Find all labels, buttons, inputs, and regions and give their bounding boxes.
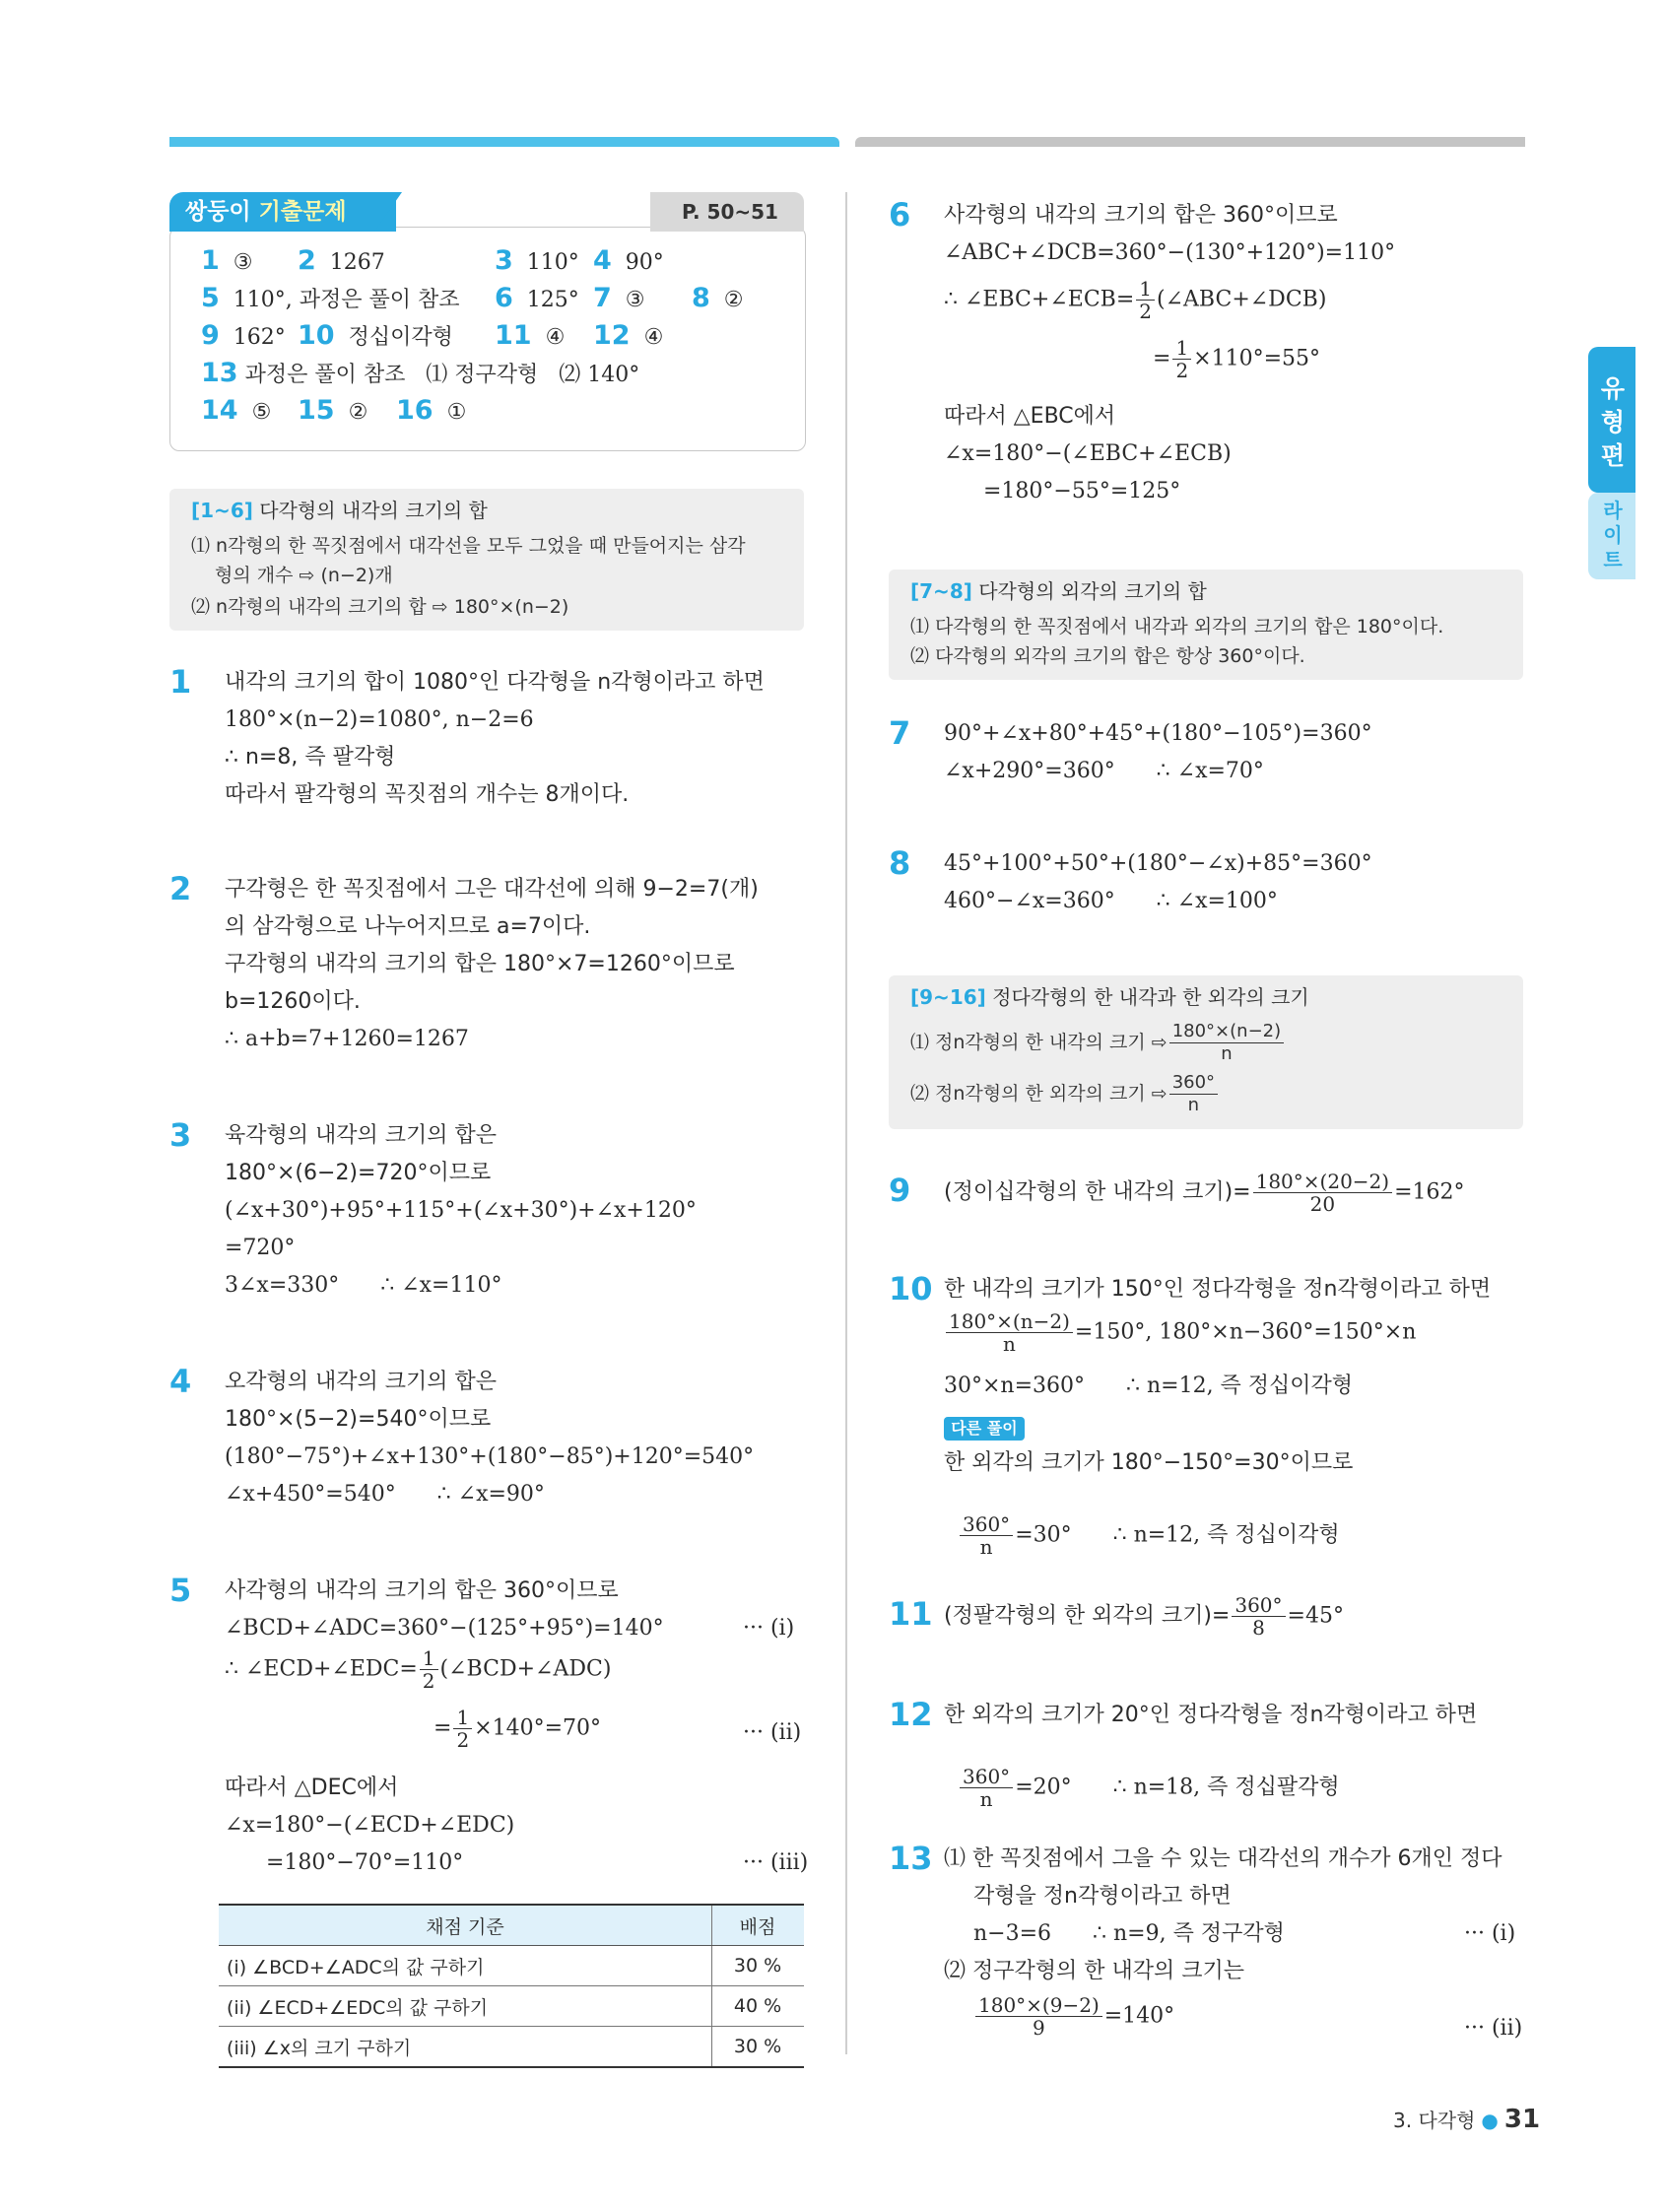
solution-line: 사각형의 내각의 크기의 합은 360°이므로 [944, 203, 1338, 228]
solution-line: $\frac{360^\circ}{n}$ =30° ∴ n=12, 즉 정십이각형 [944, 1484, 1340, 1558]
solution-line: 45°+100°+50°+(180°−∠x)+85°=360° [944, 851, 1372, 876]
fraction: $\frac{180^\circ\times(20-2)}{20}$ [1253, 1171, 1392, 1215]
solution-line: 30°×n=360° ∴ n=12, 즉 정십이각형 [944, 1374, 1354, 1398]
solution-line: ∠BCD+∠ADC=360°−(125°+95°)=140° [225, 1616, 664, 1641]
step-tag: ··· (i) [1464, 1921, 1516, 1946]
solution-line: 따라서 △EBC에서 [944, 404, 1116, 429]
solution-line: 육각형의 내각의 크기의 합은 [225, 1123, 498, 1148]
question-number: 13 [889, 1840, 933, 1877]
question-number: 12 [889, 1696, 933, 1733]
solution-line: (180°−75°)+∠x+130°+(180°−85°)+120°=540° [225, 1444, 755, 1469]
solution-line: (정팔각형의 한 외각의 크기)= $\frac{360^\circ}{8}$ =45° [944, 1593, 1344, 1640]
solution-line: 따라서 팔각형의 꼭짓점의 개수는 8개이다. [225, 782, 630, 807]
concept-line: ⑴ n각형의 한 꼭짓점에서 대각선을 모두 그었을 때 만들어지는 삼각 [191, 535, 746, 557]
solution-line: 각형을 정n각형이라고 하면 [973, 1884, 1232, 1909]
concept-line: ⑴ 정n각형의 한 내각의 크기 ⇨ $\frac{180^\circ\times(n-2)}{n}$ [910, 1021, 1286, 1065]
page-number: 31 [1503, 2105, 1541, 2134]
concept-line: ⑵ 정n각형의 한 외각의 크기 ⇨ $\frac{360^\circ}{n}$ [910, 1072, 1220, 1116]
solution-line: ⑵ 정구각형의 한 내각의 크기는 [944, 1959, 1244, 1983]
solution-line: 180°×(5−2)=540°이므로 [225, 1407, 492, 1432]
score-table [219, 1904, 804, 2068]
solution-line: $\frac{180^\circ\times(9-2)}{9}$ =140° [973, 1994, 1174, 2039]
concept-heading: [1~6] 다각형의 내각의 크기의 합 [191, 499, 488, 522]
question-number: 3 [169, 1116, 192, 1154]
table-row [219, 2027, 804, 2068]
solution-line: ∴ n=8, 즉 팔각형 [225, 745, 396, 770]
fraction: $\frac{360^\circ}{n}$ [1169, 1072, 1218, 1116]
fraction: $\frac{180^\circ\times(9-2)}{9}$ [975, 1994, 1102, 2039]
side-tab-sub-label: 라 이 트 [1603, 499, 1623, 571]
concept-line: ⑴ 다각형의 한 꼭짓점에서 내각과 외각의 크기의 합은 180°이다. [910, 616, 1444, 637]
chapter-label: 3. 다각형 [1393, 2109, 1476, 2132]
top-bar-blue [169, 137, 839, 147]
solution-line: $\frac{180^\circ\times(n-2)}{n}$ =150°, 180°×n−360°=150°×n [944, 1310, 1416, 1355]
solution-line: 의 삼각형으로 나누어지므로 a=7이다. [225, 914, 591, 939]
fraction: $\frac{360^\circ}{8}$ [1232, 1594, 1285, 1639]
fraction: $\frac{180^\circ\times(n-2)}{n}$ [1169, 1021, 1284, 1065]
answer-box-tab-slant [374, 192, 402, 232]
solution-line: b=1260이다. [225, 989, 361, 1014]
solution-line: ∠x+290°=360° ∴ ∠x=70° [944, 759, 1264, 783]
bullet-icon: ● [1481, 2109, 1499, 2132]
solution-line: 한 내각의 크기가 150°인 정다각형을 정n각형이라고 하면 [944, 1277, 1492, 1302]
table-cell: 40 % [712, 1986, 805, 2027]
column-divider [845, 192, 847, 2054]
solution-line: =180°−70°=110° [266, 1850, 464, 1875]
solution-line: (∠x+30°)+95°+115°+(∠x+30°)+∠x+120° [225, 1198, 697, 1223]
fraction: $\frac{1}{2}$ [1136, 278, 1155, 322]
step-tag: ··· (i) [743, 1616, 795, 1641]
question-number: 6 [889, 196, 911, 234]
question-number: 10 [889, 1270, 933, 1307]
question-number: 1 [169, 663, 192, 701]
alt-solution-badge: 다른 풀이 [944, 1417, 1025, 1441]
solution-line: 180°×(n−2)=1080°, n−2=6 [225, 707, 534, 732]
top-bar-gray [855, 137, 1525, 147]
concept-line: ⑵ n각형의 내각의 크기의 합 ⇨ 180°×(n−2) [191, 596, 569, 618]
fraction: $\frac{1}{2}$ [420, 1647, 438, 1692]
question-number: 9 [889, 1172, 911, 1209]
table-row [219, 1946, 804, 1986]
solution-line: = $\frac{1}{2}$ ×110°=55° [1153, 336, 1321, 382]
solution-line: 한 외각의 크기가 20°인 정다각형을 정n각형이라고 하면 [944, 1703, 1478, 1727]
step-tag: ··· (ii) [743, 1720, 802, 1745]
solution-line: (정이십각형의 한 내각의 크기)= $\frac{180^\circ\times(20-2)}{20}$ =162° [944, 1170, 1465, 1216]
solution-line: ∠x+450°=540° ∴ ∠x=90° [225, 1482, 545, 1507]
page-ref: P. 50~51 [682, 200, 778, 224]
table-header: 배점 [712, 1905, 805, 1946]
solution-line: 따라서 △DEC에서 [225, 1776, 399, 1800]
table-row [219, 1986, 804, 2027]
solution-line: 3∠x=330° ∴ ∠x=110° [225, 1273, 502, 1298]
solution-line: =180°−55°=125° [983, 479, 1181, 503]
solution-line: 460°−∠x=360° ∴ ∠x=100° [944, 889, 1278, 913]
concept-heading: [9~16] 정다각형의 한 내각과 한 외각의 크기 [910, 985, 1309, 1009]
fraction: $\frac{360^\circ}{n}$ [960, 1766, 1013, 1810]
concept-heading: [7~8] 다각형의 외각의 크기의 합 [910, 579, 1207, 603]
question-number: 2 [169, 870, 192, 907]
table-cell: 30 % [712, 1946, 805, 1986]
solution-line: 한 외각의 크기가 180°−150°=30°이므로 [944, 1450, 1354, 1475]
table-cell: (iii) ∠x의 크기 구하기 [219, 2027, 712, 2068]
fraction: $\frac{360^\circ}{n}$ [960, 1513, 1013, 1558]
table-header-row [219, 1905, 804, 1946]
concept-line: 형의 개수 ⇨ (n−2)개 [215, 565, 393, 586]
table-header: 채점 기준 [219, 1905, 712, 1946]
solution-line: 구각형은 한 꼭짓점에서 그은 대각선에 의해 9−2=7(개) [225, 877, 759, 902]
solution-line: = $\frac{1}{2}$ ×140°=70° [434, 1706, 602, 1752]
solution-line: n−3=6 ∴ n=9, 즉 정구각형 [973, 1921, 1285, 1946]
solution-line: 90°+∠x+80°+45°+(180°−105°)=360° [944, 721, 1372, 746]
step-tag: ··· (iii) [743, 1850, 809, 1875]
fraction: $\frac{180^\circ\times(n-2)}{n}$ [946, 1310, 1073, 1355]
answer-box-title: 쌍둥이 기출문제 [185, 199, 347, 225]
solution-line: 사각형의 내각의 크기의 합은 360°이므로 [225, 1578, 619, 1603]
solution-line: ∠x=180°−(∠EBC+∠ECB) [944, 441, 1232, 466]
solution-line: ∠x=180°−(∠ECD+∠EDC) [225, 1813, 515, 1838]
solution-line: 내각의 크기의 합이 1080°인 다각형을 n각형이라고 하면 [225, 670, 765, 695]
solution-line: 180°×(6−2)=720°이므로 [225, 1161, 492, 1185]
side-tab-main-label: 유 형 편 [1600, 374, 1626, 470]
solution-line: ∴ a+b=7+1260=1267 [225, 1027, 469, 1051]
concept-line: ⑵ 다각형의 외각의 크기의 합은 항상 360°이다. [910, 645, 1305, 667]
page-footer [1393, 2104, 1540, 2136]
solution-line: ∴ ∠ECD+∠EDC= $\frac{1}{2}$ (∠BCD+∠ADC) [225, 1646, 612, 1693]
table-cell: (i) ∠BCD+∠ADC의 값 구하기 [219, 1946, 712, 1986]
solution-line: ∠ABC+∠DCB=360°−(130°+120°)=110° [944, 240, 1396, 265]
question-number: 8 [889, 844, 911, 882]
question-number: 5 [169, 1572, 192, 1609]
question-number: 4 [169, 1363, 192, 1400]
solution-line: 오각형의 내각의 크기의 합은 [225, 1370, 498, 1394]
fraction: $\frac{1}{2}$ [453, 1707, 472, 1751]
table-cell: (ii) ∠ECD+∠EDC의 값 구하기 [219, 1986, 712, 2027]
solution-line: $\frac{360^\circ}{n}$ =20° ∴ n=18, 즉 정십팔각형 [944, 1736, 1340, 1810]
solution-line: ∴ ∠EBC+∠ECB= $\frac{1}{2}$ (∠ABC+∠DCB) [944, 277, 1327, 323]
table-cell: 30 % [712, 2027, 805, 2068]
solution-line: 구각형의 내각의 크기의 합은 180°×7=1260°이므로 [225, 952, 735, 976]
solution-line: =720° [225, 1236, 296, 1260]
fraction: $\frac{1}{2}$ [1172, 337, 1191, 381]
question-number: 11 [889, 1595, 933, 1633]
solution-line: ⑴ 한 꼭짓점에서 그을 수 있는 대각선의 개수가 6개인 정다 [944, 1846, 1502, 1871]
step-tag: ··· (ii) [1464, 2016, 1523, 2041]
question-number: 7 [889, 714, 911, 752]
